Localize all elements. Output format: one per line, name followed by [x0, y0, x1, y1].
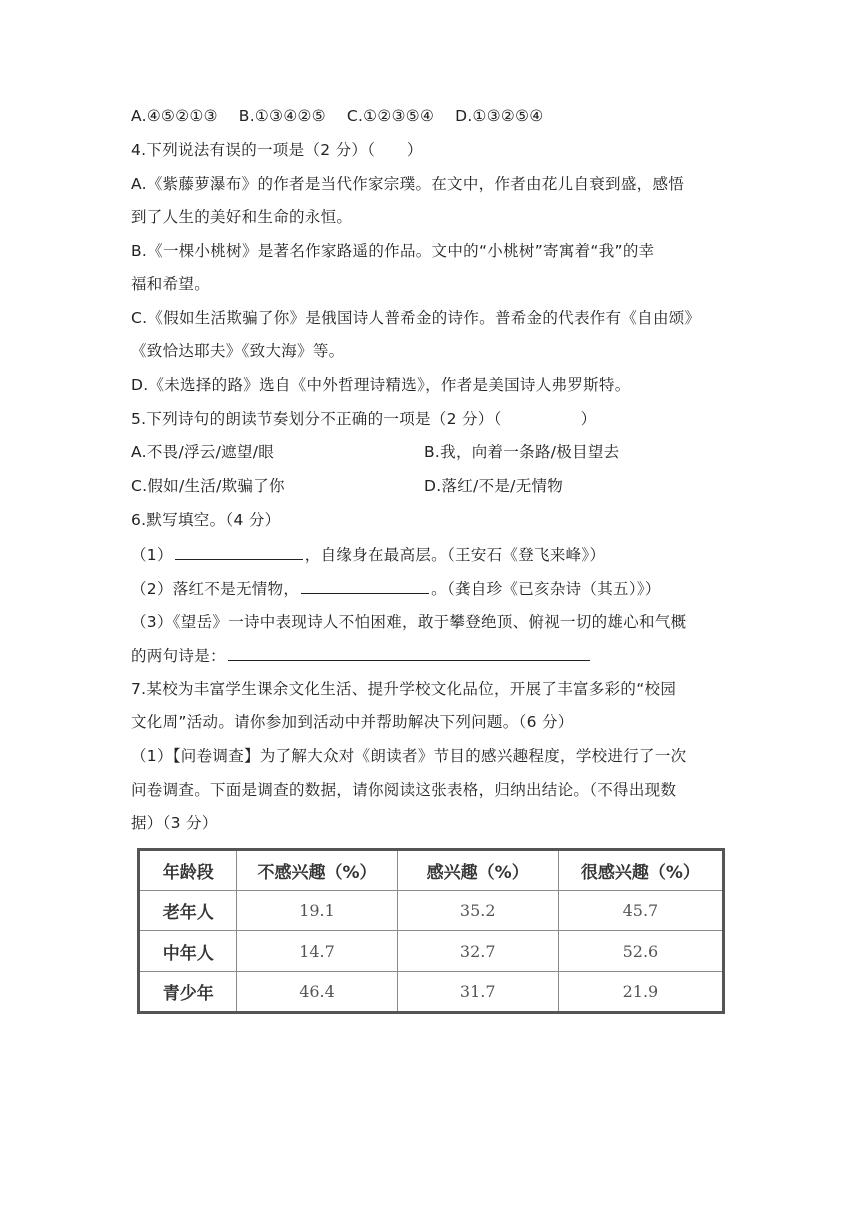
q5-option-a: A.不畏/浮云/遮望/眼 — [131, 443, 275, 461]
q6-part1: （1） ，自缘身在最高层。（王安石《登飞来峰》） — [131, 546, 606, 564]
table-row — [139, 971, 724, 1012]
q6-part3-line1: （3）《望岳》一诗中表现诗人不怕困难，敢于攀登绝顶、俯视一切的雄心和气概 — [131, 613, 687, 631]
q4-option-a-line1: A.《紫藤萝瀑布》的作者是当代作家宗璞。在文中，作者由花儿自衰到盛，感悟 — [131, 175, 685, 193]
table-header-cell: 感兴趣（%） — [397, 850, 558, 891]
table-header-cell: 很感兴趣（%） — [558, 850, 723, 891]
q5-option-b: B.我，向着一条路/极目望去 — [424, 443, 620, 461]
q7-sub1-line2: 问卷调查。下面是调查的数据，请你阅读这张表格，归纳出结论。（不得出现数 — [131, 781, 677, 799]
table-row — [139, 931, 724, 971]
answer-blank[interactable] — [301, 578, 429, 594]
q7-sub1-line3: 据）（3 分） — [131, 814, 218, 832]
q6-part3-line2: 的两句诗是： — [131, 645, 592, 666]
table-cell: 35.2 — [397, 891, 558, 931]
table-cell: 31.7 — [397, 971, 558, 1012]
q4-option-d: D.《未选择的路》选自《中外哲理诗精选》，作者是美国诗人弗罗斯特。 — [131, 376, 631, 394]
q3-option-a: A.④⑤②①③ — [131, 107, 218, 125]
table-row-label: 青少年 — [139, 971, 237, 1012]
q7-line1: 7.某校为丰富学生课余文化生活、提升学校文化品位，开展了丰富多彩的“校园 — [131, 680, 677, 698]
q3-option-b: B.①③④②⑤ — [238, 107, 326, 125]
table-row — [139, 891, 724, 931]
q3-option-d: D.①③②⑤④ — [455, 107, 544, 125]
q4-stem: 4.下列说法有误的一项是（2 分）（ ） — [131, 141, 423, 159]
q5-options-row1 — [131, 442, 274, 462]
q4-option-c-line2: 《致恰达耶夫》《致大海》等。 — [131, 342, 345, 360]
answer-blank[interactable] — [175, 544, 303, 560]
q6-stem: 6.默写填空。（4 分） — [131, 511, 281, 529]
q3-option-c: C.①②③⑤④ — [346, 107, 435, 125]
q6-part2: （2）落红不是无情物， 。（龚自珍《已亥杂诗（其五）》） — [131, 580, 661, 598]
table-cell: 52.6 — [558, 931, 723, 971]
table-cell: 32.7 — [397, 931, 558, 971]
q3-options — [131, 106, 544, 126]
table-cell: 45.7 — [558, 891, 723, 931]
q4-option-b-line1: B.《一棵小桃树》是著名作家路遥的作品。文中的“小桃树”寄寓着“我”的幸 — [131, 242, 655, 260]
q4-option-c-line1: C.《假如生活欺骗了你》是俄国诗人普希金的诗作。普希金的代表作有《自由颂》 — [131, 309, 701, 327]
q5-option-d: D.落红/不是/无情物 — [424, 477, 564, 495]
table-row-label: 老年人 — [139, 891, 237, 931]
table-cell: 21.9 — [558, 971, 723, 1012]
table-cell: 19.1 — [237, 891, 397, 931]
q4-option-b-line2: 福和希望。 — [131, 275, 211, 293]
q5-option-c: C.假如/生活/欺骗了你 — [131, 477, 285, 495]
q7-sub1-line1: （1）【问卷调查】为了解大众对《朗读者》节目的感兴趣程度，学校进行了一次 — [131, 747, 687, 765]
table-header-cell: 不感兴趣（%） — [237, 850, 397, 891]
table-header-row — [139, 850, 724, 891]
q4-option-a-line2: 到了人生的美好和生命的永恒。 — [131, 208, 353, 226]
table-cell: 46.4 — [237, 971, 397, 1012]
table-row-label: 中年人 — [139, 931, 237, 971]
table-header-cell: 年龄段 — [139, 850, 237, 891]
q7-line2: 文化周”活动。请你参加到活动中并帮助解决下列问题。（6 分） — [131, 713, 574, 731]
table-cell: 14.7 — [237, 931, 397, 971]
survey-table — [137, 848, 725, 1014]
q5-options-row2 — [131, 476, 285, 496]
answer-blank[interactable] — [228, 645, 590, 661]
q5-stem: 5.下列诗句的朗读节奏划分不正确的一项是（2 分）（ ） — [131, 410, 597, 428]
